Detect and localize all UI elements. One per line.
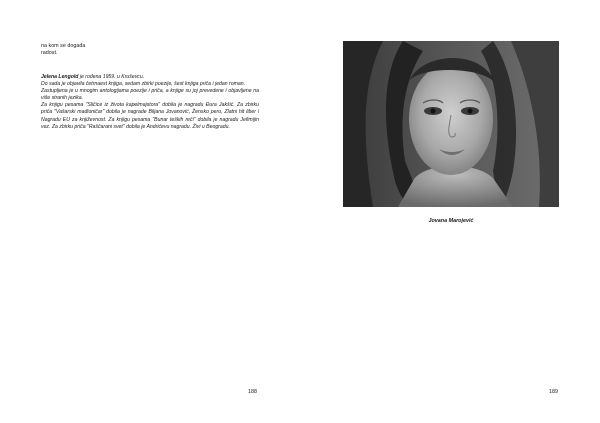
bio-paragraph: Do sada je objavila četrnaest knjiga, sedam zbirki poezije, šest knjiga priča i jedan roman. [41,81,246,88]
bio-paragraph: Zastupljena je u mnogim antologijama poezije i priča, a knjige su joj prevedene i objavljene na više stranih jezika. [41,88,259,102]
poem-line: radost. [41,50,58,57]
bio-intro [41,74,259,81]
bio-intro-rest: je rođena 1959. u Kruševcu. [78,74,145,80]
page-number: 189 [549,389,558,395]
page-number: 188 [248,389,257,395]
bio-paragraph: Za knjigu pesama "Sličice iz života kapelmajstora" dobila je nagradu Đura Jakšić. Za zbirku priča "Vašarski mađioničar" dobila je nagrade Biljana Jovanović, Žensko pero, Zlatni hit liber i Nagradu EU za književnost. Za knjigu pesama "Bunar teških reči" dobila je nagradu Jefimijin vez. Za zbirku priča "Raščarani svet" dobila je Andrićevu nagradu. Živi u Beogradu. [41,102,259,130]
portrait-photo [343,41,559,207]
right-page [300,0,600,423]
portrait-image [343,41,559,207]
poem-line: na kom se događa [41,43,86,49]
author-name: Jelena Lengold [41,74,79,80]
poem-ending [41,43,85,58]
author-bio [41,74,259,131]
photo-caption: Jovana Marojević [428,218,474,224]
